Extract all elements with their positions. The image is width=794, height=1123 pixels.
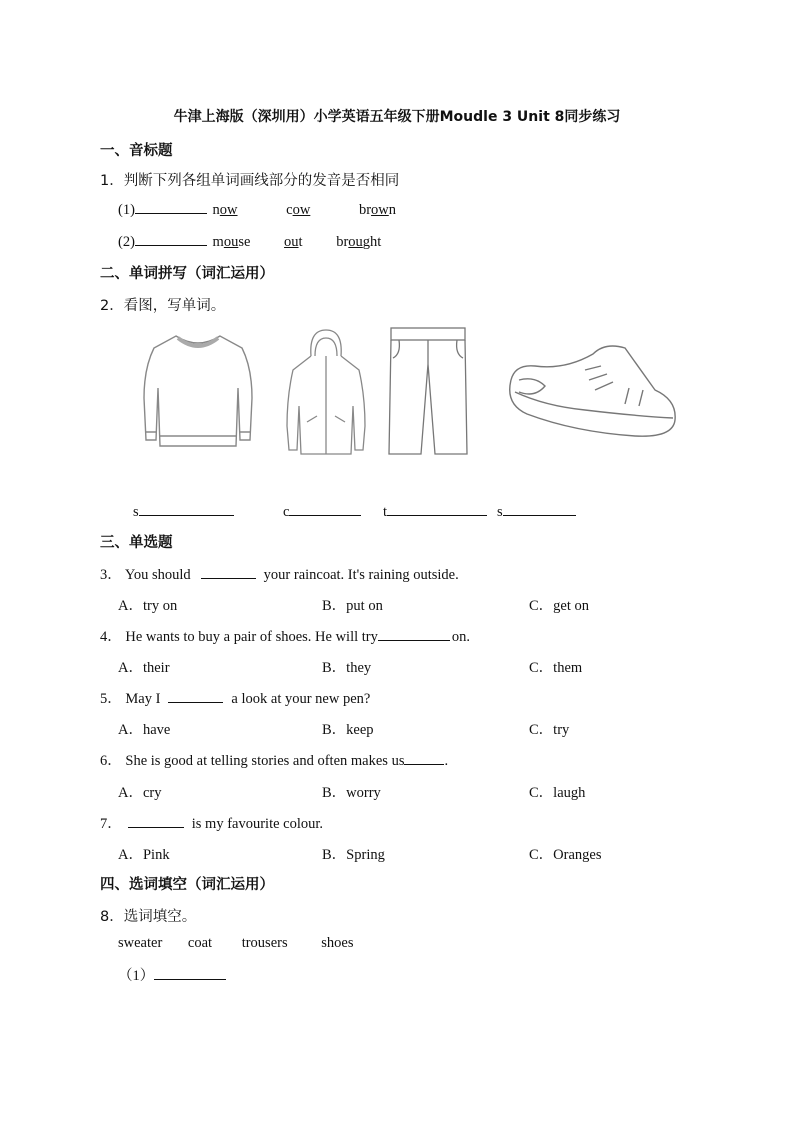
option-c[interactable]: C．them xyxy=(529,660,583,676)
option-b[interactable]: B．they xyxy=(322,660,372,676)
row-label: (1) xyxy=(118,202,135,218)
row-label: (2) xyxy=(118,234,135,250)
word-mouse: mouse xyxy=(212,234,251,250)
spelling-answer-3: t xyxy=(383,503,487,521)
answer-blank[interactable] xyxy=(154,967,226,980)
option-b[interactable]: B．keep xyxy=(322,722,374,738)
trousers-drawing xyxy=(385,324,471,458)
answer-blank[interactable] xyxy=(387,503,487,516)
option-a[interactable]: A．cry xyxy=(118,785,162,801)
option-c[interactable]: C．Oranges xyxy=(529,847,602,863)
option-a[interactable]: A．their xyxy=(118,660,170,676)
question-7-stem: 7． is my favourite colour. xyxy=(100,816,324,832)
question-5-stem: 5． May I a look at your new pen? xyxy=(100,691,371,707)
option-c[interactable]: C．laugh xyxy=(529,785,586,801)
word-bank-item: coat xyxy=(187,935,213,951)
word-brown: brown xyxy=(358,202,397,218)
question-6-stem: 6． She is good at telling stories and often makes us . xyxy=(100,753,449,769)
spelling-answer-2: c xyxy=(283,503,361,521)
answer-blank[interactable] xyxy=(289,503,361,516)
word-bank-item: trousers xyxy=(241,935,288,951)
option-b[interactable]: B．Spring xyxy=(322,847,385,863)
section-heading-word-fill: 四、选词填空（词汇运用） xyxy=(100,877,274,893)
section-heading-spelling: 二、单词拼写（词汇运用） xyxy=(100,266,274,282)
option-c[interactable]: C．try xyxy=(529,722,570,738)
question-2-stem: 2．看图，写单词。 xyxy=(100,298,226,314)
option-b[interactable]: B．put on xyxy=(322,598,383,614)
option-b[interactable]: B．worry xyxy=(322,785,381,801)
sweater-drawing xyxy=(138,328,258,456)
question-1-row-2 xyxy=(118,233,381,251)
word-now: now xyxy=(212,202,238,218)
question-1-stem: 1．判断下列各组单词画线部分的发音是否相同 xyxy=(100,173,400,189)
section-heading-single-choice: 三、单选题 xyxy=(100,535,173,551)
word-brought: brought xyxy=(336,234,382,250)
question-1-row-1 xyxy=(118,201,396,219)
answer-blank[interactable] xyxy=(168,690,223,703)
answer-blank[interactable] xyxy=(128,815,184,828)
coat-drawing xyxy=(283,326,369,458)
spelling-answer-4: s xyxy=(497,503,576,521)
page-title: 牛津上海版（深圳用）小学英语五年级下册Moudle 3 Unit 8同步练习 xyxy=(173,109,621,125)
word-out: out xyxy=(284,234,303,250)
word-cow: cow xyxy=(286,202,311,218)
option-a[interactable]: A．Pink xyxy=(118,847,170,863)
question-4-stem: 4． He wants to buy a pair of shoes. He will try on. xyxy=(100,629,470,645)
answer-blank[interactable] xyxy=(201,566,256,579)
question-8-stem: 8．选词填空。 xyxy=(100,909,197,925)
answer-blank[interactable] xyxy=(378,628,450,641)
word-bank-item: shoes xyxy=(321,935,354,951)
answer-blank[interactable] xyxy=(139,503,234,516)
answer-blank[interactable] xyxy=(135,201,207,214)
word-bank xyxy=(118,935,353,952)
question-3-stem: 3． You should your raincoat. It's raining outside. xyxy=(100,567,459,583)
option-c[interactable]: C．get on xyxy=(529,598,590,614)
word-bank-item: sweater xyxy=(118,935,163,951)
spelling-answer-1: s xyxy=(133,503,234,521)
option-a[interactable]: A．try on xyxy=(118,598,178,614)
shoe-drawing xyxy=(505,340,677,444)
answer-blank[interactable] xyxy=(503,503,576,516)
answer-blank[interactable] xyxy=(135,233,207,246)
question-8-item-1: （1） xyxy=(118,964,226,985)
option-a[interactable]: A．have xyxy=(118,722,171,738)
section-heading-phonetics: 一、音标题 xyxy=(100,143,173,159)
answer-blank[interactable] xyxy=(404,752,444,765)
